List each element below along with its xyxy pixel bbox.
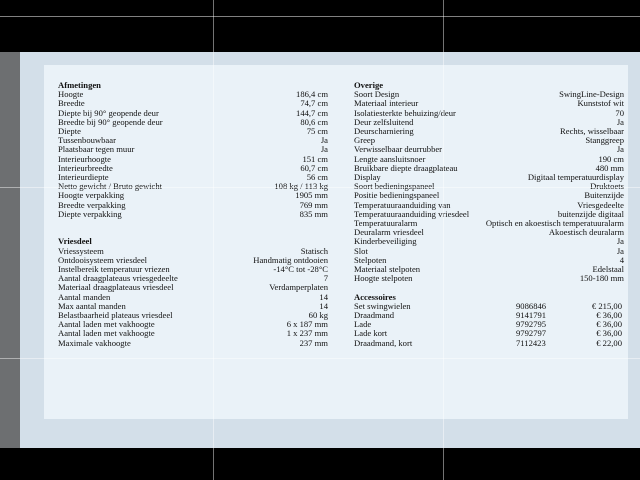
grid-line-horizontal <box>0 358 640 359</box>
spec-label: Temperatuuraanduiding vriesdeel <box>354 208 470 219</box>
spec-label: Aantal draagplateaus vriesgedeelte <box>58 273 178 284</box>
spec-label: Temperatuuraanduiding van <box>354 199 451 210</box>
spec-label: Interieurdiepte <box>58 172 109 183</box>
spec-label: Aantal laden met vakhoogte <box>58 319 155 330</box>
spec-label: Lengte aansluitsnoer <box>354 153 426 164</box>
spec-value: Ja <box>320 135 328 146</box>
spec-label: Greep <box>354 135 375 146</box>
grid-line-vertical <box>443 0 444 480</box>
spec-label: Display <box>354 172 381 183</box>
spec-label: Diepte bij 90° geopende deur <box>58 107 159 118</box>
spec-value: 1 x 237 mm <box>286 328 328 339</box>
accessory-name: Draadmand, kort <box>354 337 413 348</box>
spec-value: 70 <box>615 107 624 118</box>
spec-label: Soort bedieningspaneel <box>354 181 435 192</box>
accessory-price: € 215,00 <box>591 300 622 311</box>
afmetingen-list <box>58 90 328 219</box>
accessory-price: € 36,00 <box>596 328 622 339</box>
accessory-price: € 36,00 <box>596 310 622 321</box>
accessory-name: Set swingwielen <box>354 300 411 311</box>
spec-label: Deur zelfsluitend <box>354 116 414 127</box>
spec-label: Slot <box>354 245 368 256</box>
spec-label: Temperatuuralarm <box>354 218 418 229</box>
spec-value: 4 <box>619 254 624 265</box>
spec-label: Materiaal interieur <box>354 98 419 109</box>
section-heading-vriesdeel: Vriesdeel <box>58 236 92 247</box>
spec-label: Plaatsbaar tegen muur <box>58 144 135 155</box>
spec-value: Druktoets <box>590 181 624 192</box>
spec-row <box>354 127 624 136</box>
accessory-code: 9792795 <box>516 319 547 330</box>
spec-value: 150-180 mm <box>579 273 624 284</box>
spec-value: Digitaal temperatuurdisplay <box>527 172 624 183</box>
spec-label: Deurscharniering <box>354 126 414 137</box>
spec-value: Ja <box>616 236 624 247</box>
spec-value: Ja <box>616 116 624 127</box>
spec-value: Buitenzijde <box>584 190 624 201</box>
accessory-name: Draadmand <box>354 310 395 321</box>
spec-panel <box>44 65 628 419</box>
spec-label: Tussenbouwbaar <box>58 135 116 146</box>
spec-value: Ja <box>320 144 328 155</box>
spec-value: SwingLine-Design <box>559 89 624 100</box>
spec-label: Materiaal draagplateaus vriesdeel <box>58 282 174 293</box>
spec-value: Kunststof wit <box>577 98 624 109</box>
accessory-code: 9792797 <box>516 328 547 339</box>
spec-label: Diepte <box>58 126 81 137</box>
section-heading-overige: Overige <box>354 80 384 90</box>
accessory-code: 7112423 <box>516 337 546 348</box>
accessory-row <box>354 311 624 320</box>
grid-line-vertical <box>213 0 214 480</box>
spec-value: 108 kg / 113 kg <box>274 181 328 192</box>
spec-label: Interieurhoogte <box>58 153 111 164</box>
spec-label: Hoogte <box>58 89 84 100</box>
spec-row <box>58 90 328 99</box>
spec-value: Stanggreep <box>585 135 624 146</box>
spec-row <box>58 118 328 127</box>
spec-value: Akoestisch deuralarm <box>548 227 624 238</box>
spec-label: Aantal laden met vakhoogte <box>58 328 155 339</box>
top-divider <box>0 16 640 17</box>
accessory-row <box>354 320 624 329</box>
accessory-price: € 36,00 <box>596 319 622 330</box>
spec-label: Stelpoten <box>354 254 387 265</box>
spec-label: Belastbaarheid plateaus vriesdeel <box>58 310 173 321</box>
spec-value: -14°C tot -28°C <box>273 264 328 275</box>
spec-label: Diepte verpakking <box>58 208 122 219</box>
spec-label: Maximale vakhoogte <box>58 337 131 348</box>
accessoires-list <box>354 302 624 348</box>
accessory-name: Lade kort <box>354 328 388 339</box>
spec-value: 144,7 cm <box>296 107 328 118</box>
spec-value: 80,6 cm <box>300 116 328 127</box>
spec-label: Instelbereik temperatuur vriezen <box>58 264 170 275</box>
spec-row <box>354 237 624 246</box>
spec-label: Ontdooisysteem vriesdeel <box>58 254 148 265</box>
spec-value: Ja <box>616 245 624 256</box>
spec-value: 1905 mm <box>295 190 328 201</box>
spec-sheet-frame <box>0 52 640 448</box>
spec-value: 186,4 cm <box>296 89 328 100</box>
accessory-price: € 22,00 <box>596 337 622 348</box>
vriesdeel-list <box>58 247 328 348</box>
spec-value: Rechts, wisselbaar <box>560 126 624 137</box>
spec-value: Edelstaal <box>592 264 624 275</box>
spec-label: Kinderbeveiliging <box>354 236 417 247</box>
spec-value: 7 <box>323 273 328 284</box>
spec-label: Hoogte verpakking <box>58 190 125 201</box>
right-column <box>354 81 624 348</box>
spec-value: 75 cm <box>306 126 328 137</box>
spec-value: 60 kg <box>308 310 328 321</box>
spec-row <box>354 247 624 256</box>
left-column <box>58 81 328 348</box>
spec-value: Statisch <box>300 245 328 256</box>
spec-label: Isolatiesterkte behuizing/deur <box>354 107 456 118</box>
spec-label: Max aantal manden <box>58 300 126 311</box>
spec-value: 56 cm <box>306 172 328 183</box>
accessory-code: 9141791 <box>516 310 547 321</box>
left-edge-bar <box>0 52 20 448</box>
spec-value: Optisch en akoestisch temperatuuralarm <box>485 218 624 229</box>
accessory-name: Lade <box>354 319 372 330</box>
spec-value: buitenzijde digitaal <box>557 208 624 219</box>
spec-label: Hoogte stelpoten <box>354 273 413 284</box>
accessory-row <box>354 302 624 311</box>
spec-label: Soort Design <box>354 89 400 100</box>
spec-value: Ja <box>616 144 624 155</box>
spec-value: 151 cm <box>302 153 328 164</box>
spec-row <box>58 339 328 348</box>
grid-line-horizontal <box>0 187 640 188</box>
spec-label: Breedte <box>58 98 85 109</box>
spec-row <box>58 210 328 219</box>
spec-label: Positie bedieningspaneel <box>354 190 440 201</box>
spec-label: Bruikbare diepte draagplateau <box>354 162 458 173</box>
spec-value: 769 mm <box>299 199 328 210</box>
spec-value: Vriesgedeelte <box>577 199 624 210</box>
spec-value: 14 <box>319 300 328 311</box>
accessory-row <box>354 339 624 348</box>
section-heading-accessoires: Accessoires <box>354 291 396 302</box>
spec-label: Netto gewicht / Bruto gewicht <box>58 181 163 192</box>
spec-label: Vriessysteem <box>58 245 104 256</box>
accessory-code: 9086846 <box>516 300 547 311</box>
spec-value: 835 mm <box>299 208 328 219</box>
spec-value: 60,7 cm <box>300 162 328 173</box>
spec-value: 6 x 187 mm <box>286 319 328 330</box>
spec-row <box>354 274 624 283</box>
spec-value: 480 mm <box>595 162 624 173</box>
spec-label: Aantal manden <box>58 291 111 302</box>
spec-value: 74,7 cm <box>300 98 328 109</box>
spec-label: Breedte verpakking <box>58 199 126 210</box>
spec-value: Verdamperplaten <box>269 282 328 293</box>
spec-label: Verwisselbaar deurrubber <box>354 144 443 155</box>
spec-value: 237 mm <box>299 337 328 348</box>
spec-label: Breedte bij 90° geopende deur <box>58 116 163 127</box>
spec-value: Handmatig ontdooien <box>253 254 328 265</box>
spec-label: Interieurbreedte <box>58 162 113 173</box>
spec-label: Deuralarm vriesdeel <box>354 227 424 238</box>
spec-value: 14 <box>319 291 328 302</box>
spec-value: 190 cm <box>598 153 624 164</box>
spec-label: Materiaal stelpoten <box>354 264 421 275</box>
section-heading-afmetingen: Afmetingen <box>58 80 101 90</box>
